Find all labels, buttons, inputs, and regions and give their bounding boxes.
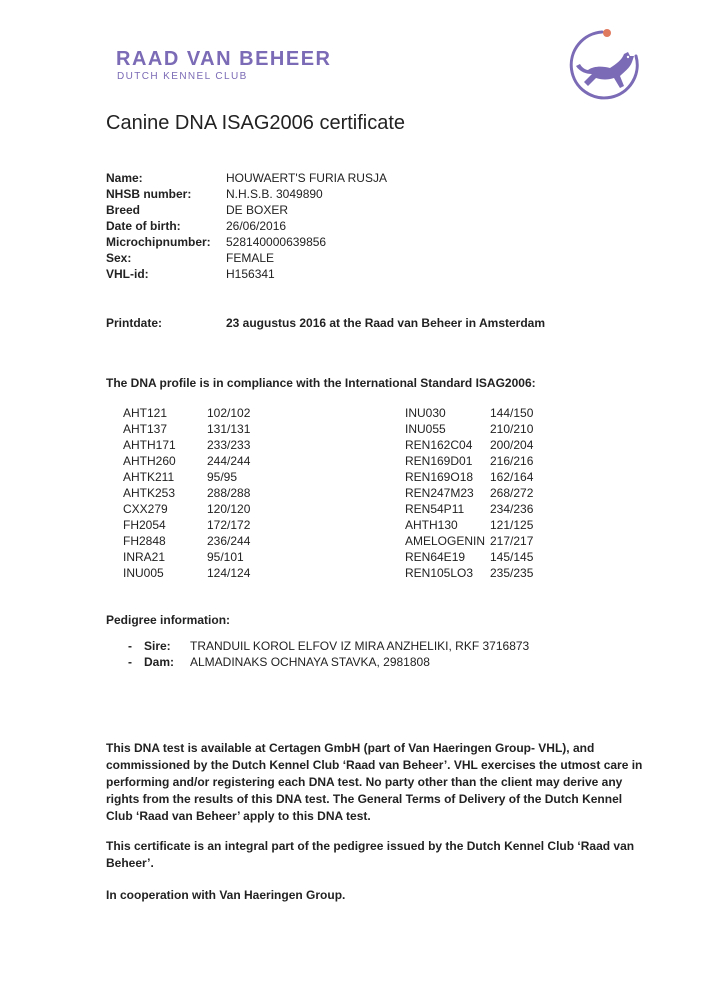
marker-name: REN54P11 — [405, 502, 465, 516]
pedigree-sire-row — [128, 638, 529, 654]
marker-row — [405, 437, 533, 453]
marker-row — [123, 405, 250, 421]
detail-row-nhsb — [106, 186, 387, 202]
marker-row — [405, 549, 533, 565]
pedigree-heading: Pedigree information: — [106, 613, 231, 627]
detail-label: Sex: — [106, 251, 132, 265]
marker-name: AHTK253 — [123, 486, 176, 500]
detail-row-dob — [106, 218, 387, 234]
marker-name: AHT121 — [123, 406, 168, 420]
marker-value: 216/216 — [490, 454, 534, 468]
marker-value: 233/233 — [207, 438, 251, 452]
marker-name: CXX279 — [123, 502, 168, 516]
marker-value: 200/204 — [490, 438, 534, 452]
marker-name: REN247M23 — [405, 486, 474, 500]
marker-value: 95/95 — [207, 470, 238, 484]
detail-row-name — [106, 170, 387, 186]
detail-label: Breed — [106, 203, 141, 217]
marker-name: AHT137 — [123, 422, 168, 436]
detail-row-chip — [106, 234, 387, 250]
list-dash: - — [128, 639, 132, 653]
marker-row — [123, 533, 250, 549]
marker-row — [123, 453, 250, 469]
marker-value: 268/272 — [490, 486, 534, 500]
marker-value: 131/131 — [207, 422, 251, 436]
detail-row-sex — [106, 250, 387, 266]
marker-value: 162/164 — [490, 470, 534, 484]
marker-value: 234/236 — [490, 502, 534, 516]
detail-row-vhl — [106, 266, 387, 282]
marker-row — [405, 517, 533, 533]
marker-name: AHTH130 — [405, 518, 458, 532]
compliance-heading: The DNA profile is in compliance with the International Standard ISAG2006: — [106, 376, 536, 390]
marker-value: 144/150 — [490, 406, 534, 420]
detail-label: Date of birth: — [106, 219, 181, 233]
marker-row — [123, 501, 250, 517]
marker-value: 120/120 — [207, 502, 251, 516]
detail-value: H156341 — [226, 267, 275, 281]
marker-name: REN105LO3 — [405, 566, 474, 580]
marker-name: REN64E19 — [405, 550, 466, 564]
printdate-row — [106, 316, 545, 330]
marker-row — [405, 533, 533, 549]
marker-row — [123, 549, 250, 565]
detail-value: FEMALE — [226, 251, 275, 265]
marker-name: INU030 — [405, 406, 446, 420]
marker-name: REN162C04 — [405, 438, 473, 452]
printdate-label: Printdate: — [106, 316, 163, 330]
detail-value: 528140000639856 — [226, 235, 327, 249]
marker-row — [123, 469, 250, 485]
marker-name: AHTH171 — [123, 438, 176, 452]
marker-name: REN169D01 — [405, 454, 473, 468]
marker-row — [405, 405, 533, 421]
marker-row — [123, 517, 250, 533]
marker-value: 210/210 — [490, 422, 534, 436]
detail-label: Microchipnumber: — [106, 235, 211, 249]
marker-value: 172/172 — [207, 518, 251, 532]
sire-label: Sire: — [144, 639, 171, 653]
marker-value: 102/102 — [207, 406, 251, 420]
marker-row — [123, 565, 250, 581]
detail-value: N.H.S.B. 3049890 — [226, 187, 323, 201]
disclaimer-paragraph: This DNA test is available at Certagen GmbH (part of Van Haeringen Group- VHL), and commissioned by the Dutch Kennel Club ‘Raad van Beheer’. VHL exercises the utmost care in performing and/or registering each DNA test. No party other than the client may derive any rights from the results of this DNA test. The General Terms of Delivery of the Dutch Kennel Club ‘Raad van Beheer’ apply to this DNA test. — [106, 741, 643, 823]
detail-label: NHSB number: — [106, 187, 192, 201]
org-name: RAAD VAN BEHEER — [116, 48, 332, 70]
marker-name: INU005 — [123, 566, 164, 580]
dog-leaping-logo-icon — [566, 26, 644, 108]
marker-name: AHTH260 — [123, 454, 176, 468]
list-dash: - — [128, 655, 132, 669]
marker-value: 235/235 — [490, 566, 534, 580]
cooperation-paragraph: In cooperation with Van Haeringen Group. — [106, 888, 346, 902]
marker-row — [405, 421, 533, 437]
marker-row — [123, 437, 250, 453]
marker-name: FH2054 — [123, 518, 166, 532]
marker-name: AMELOGENIN — [405, 534, 486, 548]
dog-details — [106, 170, 387, 282]
dam-label: Dam: — [144, 655, 175, 669]
marker-row — [405, 485, 533, 501]
marker-row — [405, 469, 533, 485]
marker-row — [123, 485, 250, 501]
marker-value: 145/145 — [490, 550, 534, 564]
detail-value: DE BOXER — [226, 203, 289, 217]
marker-name: REN169O18 — [405, 470, 474, 484]
marker-value: 121/125 — [490, 518, 534, 532]
marker-value: 288/288 — [207, 486, 251, 500]
marker-row — [405, 565, 533, 581]
detail-label: Name: — [106, 171, 143, 185]
org-subtitle: DUTCH KENNEL CLUB — [117, 71, 248, 82]
marker-row — [123, 421, 250, 437]
marker-row — [405, 501, 533, 517]
marker-row — [405, 453, 533, 469]
detail-value: HOUWAERT'S FURIA RUSJA — [226, 171, 387, 185]
marker-name: AHTK211 — [123, 470, 175, 484]
detail-row-breed — [106, 202, 387, 218]
marker-value: 124/124 — [207, 566, 251, 580]
certificate-note-paragraph: This certificate is an integral part of the pedigree issued by the Dutch Kennel Club ‘Raad van Beheer’. — [106, 839, 635, 870]
marker-name: INRA21 — [123, 550, 166, 564]
markers-right-column — [405, 405, 533, 581]
page-title: Canine DNA ISAG2006 certificate — [106, 112, 406, 134]
markers-left-column — [123, 405, 250, 581]
dam-value: ALMADINAKS OCHNAYA STAVKA, 2981808 — [190, 655, 430, 669]
pedigree-list — [128, 638, 529, 670]
detail-label: VHL-id: — [106, 267, 149, 281]
sire-value: TRANDUIL KOROL ELFOV IZ MIRA ANZHELIKI, RKF 3716873 — [190, 639, 530, 653]
detail-value: 26/06/2016 — [226, 219, 287, 233]
marker-value: 95/101 — [207, 550, 244, 564]
marker-name: INU055 — [405, 422, 446, 436]
marker-value: 236/244 — [207, 534, 251, 548]
marker-name: FH2848 — [123, 534, 166, 548]
pedigree-dam-row — [128, 654, 529, 670]
marker-value: 244/244 — [207, 454, 251, 468]
marker-value: 217/217 — [490, 534, 534, 548]
printdate-value: 23 augustus 2016 at the Raad van Beheer in Amsterdam — [226, 316, 546, 330]
